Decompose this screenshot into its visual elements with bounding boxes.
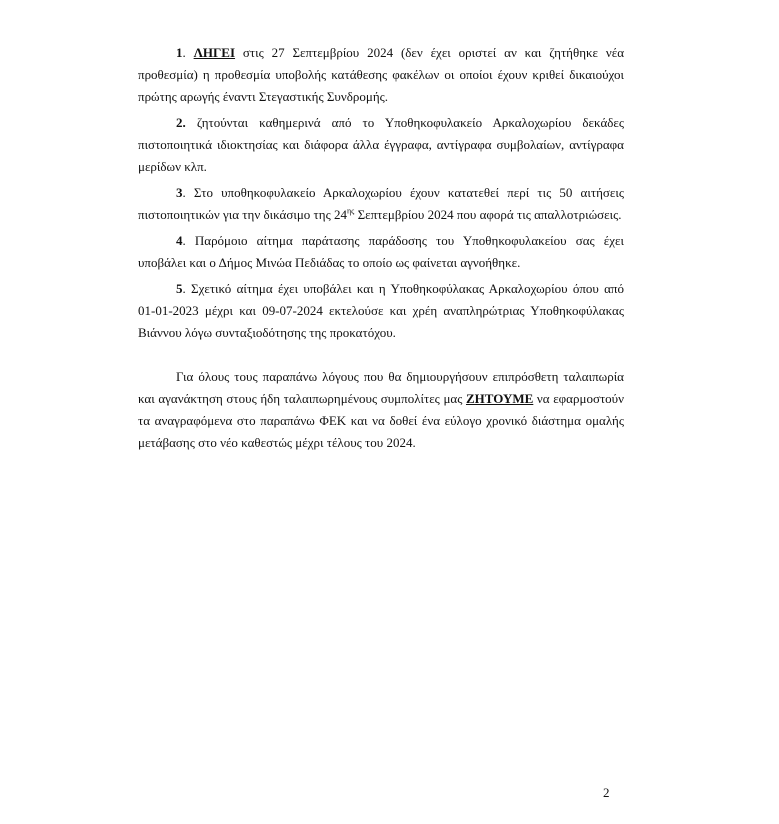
item-number: 3 — [176, 185, 183, 200]
item-text: . Στο υποθηκοφυλακείο Αρκαλοχωρίου έχουν κατατεθεί περί τις 50 αιτήσεις πιστοποιητικών για την δικάσιμο της 24 — [138, 185, 624, 222]
item-text: . Σχετικό αίτημα έχει υποβάλει και η Υποθηκοφύλακας Αρκαλοχωρίου όπου από 01-01-2023 μέχρι και 09-07-2024 εκτελούσε και χρέη αναπληρώτριας Υποθηκοφύλακας Βιάννου λόγω συνταξιοδότησης της προκατόχου. — [138, 281, 624, 340]
paragraph-item-3 — [138, 182, 624, 226]
item-text: ζητούνται καθημερινά από το Υποθηκοφυλακείο Αρκαλοχωρίου δεκάδες πιστοποιητικά ιδιοκτησίας και διάφορα άλλα έγγραφα, αντίγραφα συμβολαίων, αντίγραφα μερίδων κλπ. — [138, 115, 624, 174]
item-number: 1 — [176, 45, 183, 60]
paragraph-item-4 — [138, 230, 624, 274]
paragraph-item-1 — [138, 42, 624, 108]
closing-text-continued: να εφαρμοστούν τα αναγραφόμενα στο παραπάνω ΦΕΚ και να δοθεί ένα εύλογο χρονικό διάστημα ομαλής μετάβασης στο νέο καθεστώς μέχρι τέλους του 2024. — [138, 391, 625, 450]
paragraph-item-2 — [138, 112, 624, 178]
item-text-continued: Σεπτεμβρίου 2024 που αφορά τις απαλλοτριώσεις. — [354, 207, 622, 222]
item-number: 4 — [176, 233, 183, 248]
closing-text: Για όλους τους παραπάνω λόγους που θα δημιουργήσουν επιπρόσθετη ταλαιπωρία και αγανάκτηση στους ήδη ταλαιπωρημένους συμπολίτες μας — [138, 369, 624, 406]
page-number: 2 — [603, 785, 610, 800]
request-highlight: ΖΗΤΟΥΜΕ — [465, 391, 534, 406]
item-text: . Παρόμοιο αίτημα παράτασης παράδοσης του Υποθηκοφυλακείου σας έχει υποβάλει και ο Δήμος Μινώα Πεδιάδας το οποίο ως φαίνεται αγνοήθηκε. — [138, 233, 624, 270]
ordinal-suffix: ης — [346, 206, 355, 216]
item-number: 2. — [176, 115, 186, 130]
item-separator: . — [182, 45, 194, 60]
item-text: στις 27 Σεπτεμβρίου 2024 (δεν έχει οριστεί αν και ζητήθηκε νέα προθεσμία) η προθεσμία υποβολής κατάθεσης φακέλων οι οποίοι έχουν κριθεί δικαιούχοι πρώτης αρωγής έναντι Στεγαστικής Συνδρομής. — [138, 45, 625, 104]
closing-paragraph — [138, 366, 624, 454]
paragraph-item-5 — [138, 278, 624, 344]
deadline-highlight: ΛΗΓΕΙ — [193, 45, 236, 60]
document-body — [138, 42, 624, 454]
item-number: 5 — [176, 281, 183, 296]
